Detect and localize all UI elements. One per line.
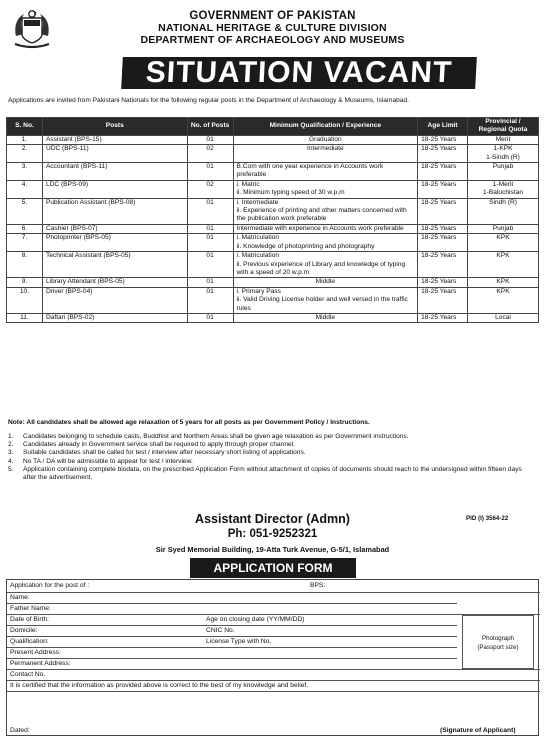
- post-name-cell: Driver (BPS-04): [42, 287, 187, 313]
- table-row: [7, 234, 539, 252]
- qualification-cell: [233, 145, 418, 163]
- qualification-line: i. Matric: [236, 180, 260, 188]
- table-row: [7, 163, 539, 181]
- signature-label: (Signature of Applicant): [440, 727, 516, 734]
- post-name-cell: Accountant (BPS-11): [42, 163, 187, 181]
- field-label-application-for: Application for the post of :: [10, 582, 90, 589]
- quota-cell: [468, 287, 539, 313]
- post-name-cell: Assistant (BPS-15): [42, 135, 187, 144]
- header-department: DEPARTMENT OF ARCHAEOLOGY AND MUSEUMS: [140, 34, 405, 46]
- number-of-posts-cell: 01: [187, 163, 233, 181]
- quota-cell: [468, 278, 539, 287]
- form-divider: [7, 592, 540, 593]
- qualification-line: Intermediate with experience in Accounts work preferable: [236, 224, 404, 232]
- qualification-line: Middle: [315, 278, 336, 286]
- table-row: [7, 180, 539, 198]
- table-row: [7, 287, 539, 313]
- quota-cell: [468, 180, 539, 198]
- quota-line: Punjab: [492, 224, 514, 232]
- number-of-posts-cell: 02: [187, 180, 233, 198]
- number-of-posts-cell: 01: [187, 135, 233, 144]
- serial-number-cell: 7.: [7, 234, 43, 252]
- qualification-cell: [233, 287, 418, 313]
- quota-cell: [468, 135, 539, 144]
- serial-number-cell: 1.: [7, 135, 43, 144]
- qualification-cell: [233, 198, 418, 224]
- quota-cell: [468, 198, 539, 224]
- application-form: [6, 579, 539, 736]
- post-name-cell: LDC (BPS-09): [42, 180, 187, 198]
- number-of-posts-cell: 01: [187, 278, 233, 287]
- number-of-posts-cell: 01: [187, 224, 233, 233]
- contact-address: Sir Syed Memorial Building, 19-Atta Turk Avenue, G-5/1, Islamabad: [155, 545, 390, 554]
- qualification-line: i. Matriculation: [236, 234, 280, 242]
- application-form-title: APPLICATION FORM: [190, 558, 356, 578]
- qualification-cell: [233, 252, 418, 278]
- quota-line: KPK: [496, 252, 510, 260]
- qualification-cell: [233, 180, 418, 198]
- photograph-label: Photograph: [482, 635, 514, 642]
- field-label-qualification: Qualification:: [10, 638, 49, 645]
- condition-text: Candidates belonging to schedule casts, Buddhist and Northern Areas shall be given age relaxation as per Government instructions.: [23, 433, 409, 440]
- field-label-father-name: Father Name:: [10, 605, 51, 612]
- quota-cell: [468, 234, 539, 252]
- qualification-line: ii. Minimum typing speed of 30 w.p.m: [236, 189, 345, 197]
- number-of-posts-cell: 01: [187, 234, 233, 252]
- table-row: [7, 278, 539, 287]
- qualification-cell: [233, 135, 418, 144]
- age-limit-cell: 18-25 Years: [418, 180, 468, 198]
- serial-number-cell: 6.: [7, 224, 43, 233]
- serial-number-cell: 11.: [7, 313, 43, 322]
- field-label-contact-no: Contact No.: [10, 671, 46, 678]
- table-row: [7, 252, 539, 278]
- serial-number-cell: 3.: [7, 163, 43, 181]
- post-name-cell: Technical Assistant (BPS-05): [42, 252, 187, 278]
- condition-text: No TA / DA will be admissible to appear for test / interview.: [23, 457, 193, 465]
- qualification-line: i. Intermediate: [236, 198, 279, 206]
- number-of-posts-cell: 01: [187, 252, 233, 278]
- condition-item: [8, 441, 536, 449]
- posts-table-body: [7, 135, 539, 323]
- age-limit-cell: 18-25 Years: [418, 287, 468, 313]
- age-limit-cell: 18-25 Years: [418, 135, 468, 144]
- certification-statement: It is certified that the information as provided above is correct to the best of my knowledge and belief.: [10, 682, 309, 689]
- field-label-name: Name:: [10, 594, 30, 601]
- contact-phone: Ph: 051-9252321: [227, 528, 318, 540]
- posts-table: [6, 117, 539, 323]
- condition-number: 2.: [8, 441, 14, 449]
- quota-line: Local: [495, 313, 511, 321]
- column-header: No. of Posts: [187, 118, 233, 136]
- qualification-line: B.Com with one year experience in Accounts work preferable: [236, 163, 384, 179]
- table-row: [7, 135, 539, 144]
- qualification-cell: [233, 163, 418, 181]
- post-name-cell: Library Attendant (BPS-05): [42, 278, 187, 287]
- qualification-cell: [233, 313, 418, 322]
- condition-number: 3.: [8, 449, 14, 457]
- qualification-line: i. Matriculation: [236, 252, 280, 260]
- quota-line: Punjab: [492, 163, 514, 171]
- pid-number: PID (I) 3564-22: [466, 515, 509, 522]
- serial-number-cell: 2.: [7, 145, 43, 163]
- quota-line: 1-Baluchistan: [483, 189, 523, 197]
- post-name-cell: Cashier (BPS-07): [42, 224, 187, 233]
- qualification-line: ii. Experience of printing and other matters concerned with the publication work preferable: [236, 207, 407, 223]
- serial-number-cell: 8.: [7, 252, 43, 278]
- form-divider: [7, 658, 457, 659]
- header-government: GOVERNMENT OF PAKISTAN: [189, 10, 356, 22]
- quota-line: 1-Sindh (R): [486, 153, 520, 161]
- column-header: S. No.: [7, 118, 43, 136]
- age-limit-cell: 18-25 Years: [418, 252, 468, 278]
- serial-number-cell: 10.: [7, 287, 43, 313]
- age-limit-cell: 18-25 Years: [418, 224, 468, 233]
- qualification-line: i. Primary Pass: [236, 287, 281, 295]
- age-limit-cell: 18-25 Years: [418, 198, 468, 224]
- condition-item: [8, 449, 536, 457]
- field-label-permanent-address: Permanent Address:: [10, 660, 71, 667]
- table-header-row: [7, 118, 539, 136]
- age-limit-cell: 18-25 Years: [418, 278, 468, 287]
- qualification-cell: [233, 278, 418, 287]
- condition-item: [8, 433, 536, 441]
- age-relaxation-note: Note: All candidates shall be allowed age relaxation of 5 years for all posts as per Government Policy / Instructions.: [8, 419, 370, 426]
- age-limit-cell: 18-25 Years: [418, 234, 468, 252]
- quota-cell: [468, 252, 539, 278]
- situation-vacant-banner: SITUATION VACANT: [121, 57, 477, 89]
- qualification-line: Middle: [315, 313, 336, 321]
- qualification-cell: [233, 224, 418, 233]
- post-name-cell: Photoprinter (BPS-05): [42, 234, 187, 252]
- condition-text: Application containing complete biodata, on the prescribed Application Form without attachment of copies of documents should reach to the undersigned within fifteen days after the advertisement.: [23, 465, 522, 482]
- condition-number: 5.: [8, 465, 14, 473]
- quota-cell: [468, 163, 539, 181]
- quota-cell: [468, 145, 539, 163]
- quota-line: KPK: [496, 287, 510, 295]
- column-header: Posts: [42, 118, 187, 136]
- condition-item: [8, 458, 536, 466]
- serial-number-cell: 9.: [7, 278, 43, 287]
- field-label-bps: BPS:: [310, 582, 326, 589]
- number-of-posts-cell: 01: [187, 287, 233, 313]
- header-division: NATIONAL HERITAGE & CULTURE DIVISION: [158, 22, 387, 34]
- photograph-box: [462, 615, 534, 669]
- condition-text: Suitable candidates shall be called for test / interview after necessary short listing of applications.: [23, 449, 306, 457]
- number-of-posts-cell: 02: [187, 145, 233, 163]
- quota-line: 1-Merit: [492, 180, 514, 188]
- number-of-posts-cell: 01: [187, 198, 233, 224]
- qualification-line: ii. Knowledge of photoprinting and photography: [236, 242, 375, 250]
- table-row: [7, 145, 539, 163]
- post-name-cell: Daftari (BPS-02): [42, 313, 187, 322]
- age-limit-cell: 18-25 Years: [418, 313, 468, 322]
- intro-text: Applications are invited from Pakistani Nationals for the following regular posts in the Department of Archaeology & Museums, Islamabad.: [8, 97, 409, 104]
- form-divider: [7, 669, 540, 670]
- column-header: Age Limit: [418, 118, 468, 136]
- serial-number-cell: 5.: [7, 198, 43, 224]
- contact-title: Assistant Director (Admn): [195, 512, 350, 526]
- conditions-list: [8, 433, 536, 482]
- qualification-line: ii. Valid Driving License holder and well versed in the traffic rules: [236, 296, 408, 312]
- qualification-cell: [233, 234, 418, 252]
- number-of-posts-cell: 01: [187, 313, 233, 322]
- field-label-dated: Dated:: [10, 727, 30, 734]
- field-label-age-closing: Age on closing date (YY/MM/DD): [206, 616, 305, 623]
- age-limit-cell: 18-25 Years: [418, 163, 468, 181]
- table-row: [7, 224, 539, 233]
- age-limit-cell: 18-25 Years: [418, 145, 468, 163]
- condition-number: 1.: [8, 433, 14, 440]
- quota-cell: [468, 224, 539, 233]
- quota-line: KPK: [496, 234, 510, 242]
- post-name-cell: UDC (BPS-11): [42, 145, 187, 163]
- form-divider: [7, 647, 457, 648]
- condition-number: 4.: [8, 457, 14, 465]
- condition-text: Candidates already in Government service shall be required to apply through proper channel.: [23, 441, 295, 449]
- field-label-license: License Type with No.: [206, 638, 272, 645]
- column-header: Provincial / Regional Quota: [468, 118, 539, 136]
- form-divider: [7, 603, 457, 604]
- field-label-cnic: CNIC No.: [206, 627, 235, 634]
- form-divider: [7, 691, 540, 692]
- quota-line: Merit: [495, 135, 511, 143]
- qualification-line: ii. Previous experience of Library and knowledge of typing with a speed of 20 w.p.m: [236, 260, 406, 276]
- table-row: [7, 198, 539, 224]
- condition-item: [8, 466, 536, 482]
- qualification-line: Intermediate: [307, 145, 344, 153]
- quota-line: KPK: [496, 278, 510, 286]
- field-label-present-address: Present Address:: [10, 649, 61, 656]
- quota-cell: [468, 313, 539, 322]
- field-label-domicile: Domicile:: [10, 627, 38, 634]
- field-label-dob: Date of Birth:: [10, 616, 50, 623]
- photograph-size-label: (Passport size): [477, 644, 519, 651]
- post-name-cell: Publication Assistant (BPS-08): [42, 198, 187, 224]
- quota-line: Sindh (R): [489, 198, 517, 206]
- column-header: Minimum Qualification / Experience: [233, 118, 418, 136]
- serial-number-cell: 4.: [7, 180, 43, 198]
- table-row: [7, 313, 539, 322]
- qualification-line: Graduation: [309, 135, 342, 143]
- quota-line: 1-KPK: [493, 145, 513, 153]
